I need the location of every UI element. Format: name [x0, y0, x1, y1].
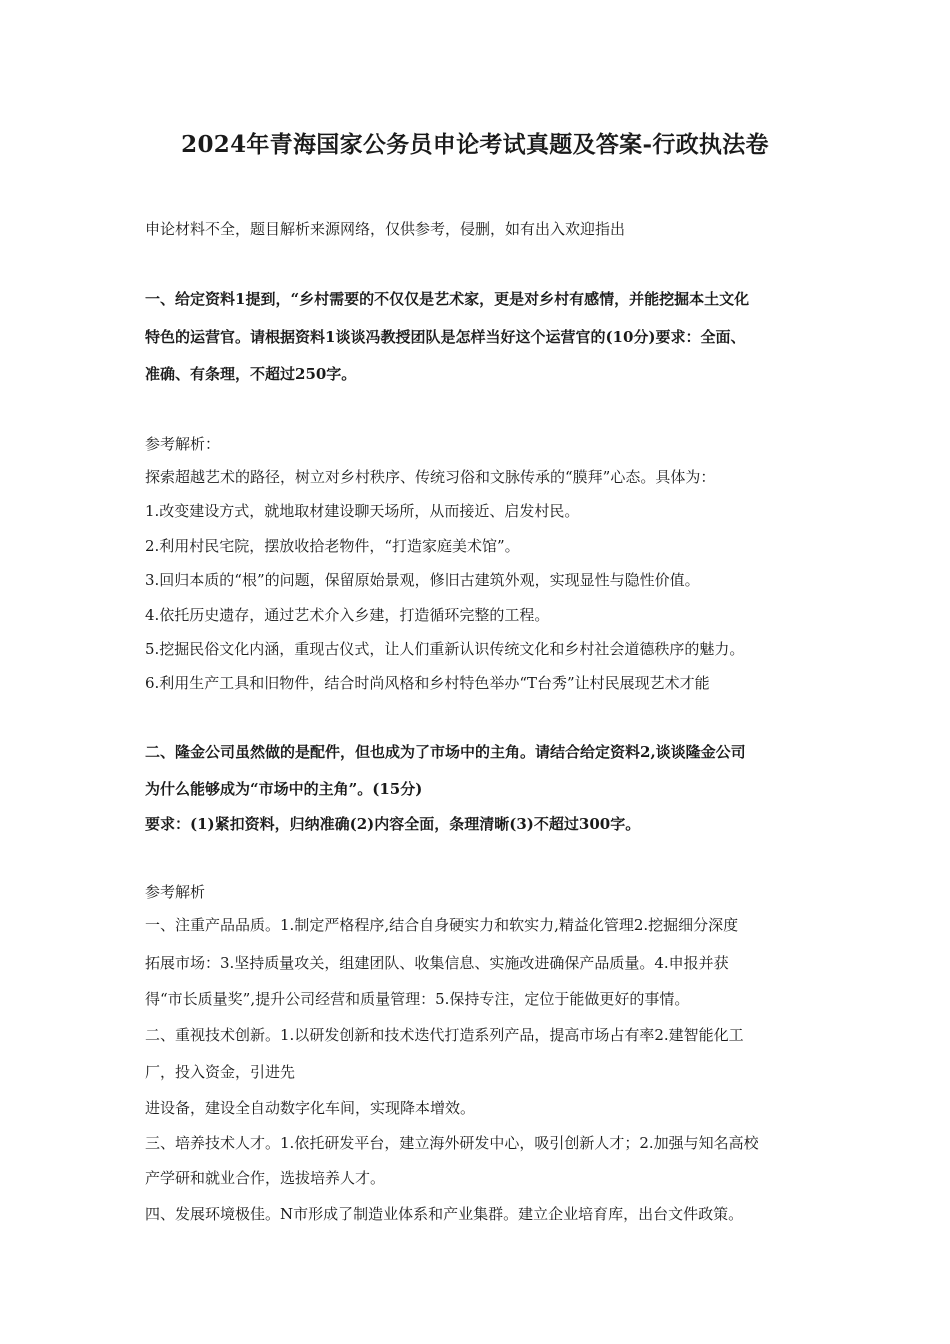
q2-answer-line-7: 三、培养技术人才。1.依托研发平台，建立海外研发中心，吸引创新人才；2.加强与知名高校	[145, 1134, 759, 1152]
q2-answer-line-9: 四、发展环境极佳。N市形成了制造业体系和产业集群。建立企业培育库，出台文件政策。	[145, 1205, 744, 1223]
q2-answer-line-8: 产学研和就业合作，选拔培养人才。	[145, 1169, 386, 1187]
document-title: 2024年青海国家公务员申论考试真题及答案-行政执法卷	[181, 131, 769, 158]
q1-answer-line-4: 3.回归本质的“根”的问题，保留原始景观，修旧古建筑外观，实现显性与隐性价值。	[145, 571, 700, 589]
q2-analysis-label: 参考解析	[145, 883, 206, 901]
q2-answer-line-6: 进设备，建设全自动数字化车间，实现降本增效。	[145, 1099, 476, 1117]
q2-answer-line-5: 厂，投入资金，引进先	[145, 1063, 296, 1081]
notice-text: 申论材料不全，题目解析来源网络，仅供参考，侵删，如有出入欢迎指出	[145, 220, 626, 238]
q2-question-line-3: 要求：(1)紧扣资料，归纳准确(2)内容全面，条理清晰(3)不超过300字。	[145, 815, 641, 833]
q2-answer-line-1: 一、注重产品品质。1.制定严格程序,结合自身硬实力和软实力,精益化管理2.挖掘细分深度	[145, 916, 739, 934]
q2-question-line-2: 为什么能够成为“市场中的主角”。(15分)	[145, 780, 423, 798]
q1-analysis-label: 参考解析：	[145, 435, 221, 453]
q1-answer-line-7: 6.利用生产工具和旧物件，结合时尚风格和乡村特色举办“T台秀”让村民展现艺术才能	[145, 674, 710, 692]
q1-question-line-3: 准确、有条理，不超过250字。	[145, 365, 357, 383]
q2-question-line-1: 二、隆金公司虽然做的是配件，但也成为了市场中的主角。请结合给定资料2,谈谈隆金公司	[145, 743, 746, 761]
q1-answer-line-1: 探索超越艺术的路径，树立对乡村秩序、传统习俗和文脉传承的“膜拜”心态。具体为：	[145, 468, 716, 486]
q1-question-line-1: 一、给定资料1提到，“乡村需要的不仅仅是艺术家，更是对乡村有感情，并能挖掘本土文化	[145, 290, 750, 308]
q2-answer-line-3: 得“市长质量奖”,提升公司经营和质量管理：5.保持专注，定位于能做更好的事情。	[145, 990, 690, 1008]
q2-answer-line-4: 二、重视技术创新。1.以研发创新和技术迭代打造系列产品，提高市场占有率2.建智能化工	[145, 1026, 744, 1044]
q1-answer-line-3: 2.利用村民宅院，摆放收拾老物件，“打造家庭美术馆”。	[145, 537, 520, 555]
q1-question-line-2: 特色的运营官。请根据资料1谈谈冯教授团队是怎样当好这个运营官的(10分)要求：全面、	[145, 328, 746, 346]
q1-answer-line-2: 1.改变建设方式，就地取材建设聊天场所，从而接近、启发村民。	[145, 502, 580, 520]
q1-answer-line-5: 4.依托历史遗存，通过艺术介入乡建，打造循环完整的工程。	[145, 606, 550, 624]
q1-answer-line-6: 5.挖掘民俗文化内涵，重现古仪式，让人们重新认识传统文化和乡村社会道德秩序的魅力。	[145, 640, 745, 658]
q2-answer-line-2: 拓展市场：3.坚持质量攻关，组建团队、收集信息、实施改进确保产品质量。4.申报并获	[145, 954, 729, 972]
